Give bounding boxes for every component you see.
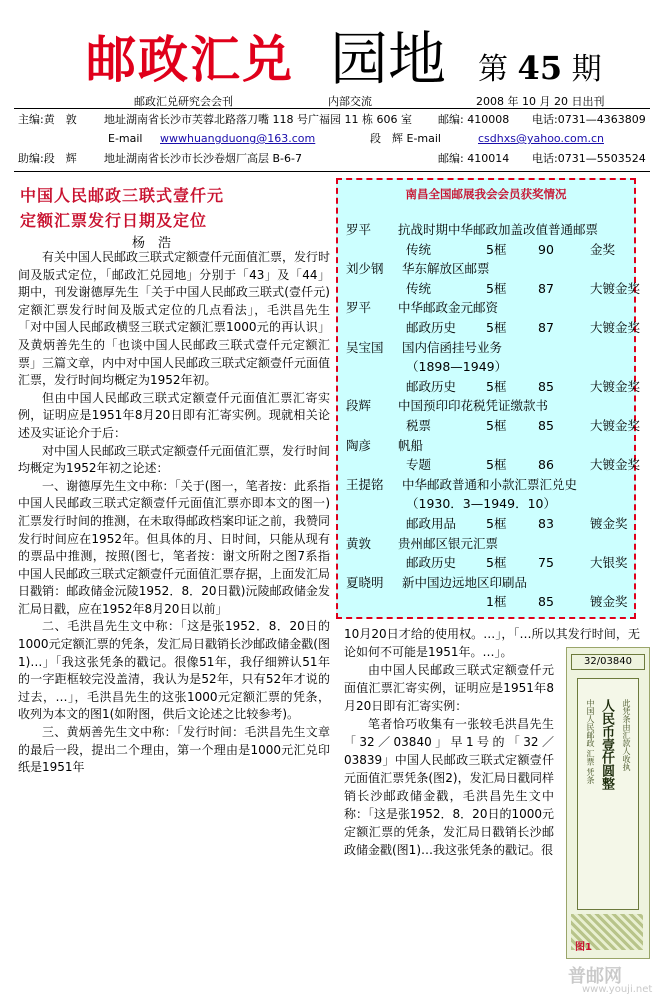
award-cell-c5: 镀金奖 <box>590 594 628 610</box>
divider-contacts <box>14 171 650 172</box>
assist-phone: 电话:0731—5503524 <box>532 152 646 165</box>
award-cell-c1: 罗平 <box>346 300 372 316</box>
second-email-label: 段 辉 E-mail <box>370 132 441 145</box>
award-cell-c2: 中国预印印花税凭证缴款书 <box>398 398 549 414</box>
award-cell-c1: 段辉 <box>346 398 372 414</box>
assist-postcode: 邮编: 410014 <box>438 152 510 165</box>
award-cell-c5: 金奖 <box>590 241 616 257</box>
issue-suffix: 期 <box>571 52 602 87</box>
award-cell-c2: 传统 <box>406 280 432 296</box>
issue-prefix: 第 <box>478 52 508 87</box>
award-cell-c1: 罗平 <box>346 222 372 237</box>
award-cell-c5: 大镀金奖 <box>590 457 641 473</box>
voucher-side-right: 此凭条由汇款人收执 <box>622 699 631 771</box>
award-cell-c5: 大镀金奖 <box>590 418 641 433</box>
award-cell-c4: 85 <box>538 418 554 433</box>
subtitle-left: 邮政汇兑研究会会刊 <box>134 95 233 108</box>
article-author: 杨 浩 <box>132 236 172 251</box>
award-cell-c4: 86 <box>538 457 554 473</box>
award-cell-c2: 传统 <box>406 241 432 257</box>
award-cell-c1: 黄敦 <box>346 535 372 551</box>
award-cell-c3: 5框 <box>486 280 507 296</box>
award-cell-c2: 邮政历史 <box>406 320 457 335</box>
award-cell-c1: 陶彦 <box>346 437 372 453</box>
voucher-serial: 32/03840 <box>571 654 645 670</box>
award-cell-c5: 大镀金奖 <box>590 320 641 335</box>
article-column-1 <box>18 249 330 777</box>
award-cell-c3: 5框 <box>486 378 507 394</box>
award-cell-c3: 1框 <box>486 594 507 610</box>
article-title-line2: 定额汇票发行日期及定位 <box>20 211 208 230</box>
award-cell-c5: 大镀金奖 <box>590 280 641 296</box>
award-cell-c2: （1930．3—1949．10） <box>406 496 556 512</box>
award-cell-c2: 邮政历史 <box>406 555 457 571</box>
issue-num: 45 <box>517 49 563 87</box>
paragraph: 一、谢德厚先生文中称：「关于(图一，笔者按：此系指中国人民邮政三联式定额壹仟元面值汇票亦即本文的图一)汇票发行时间的推测，在未取得邮政档案印证之前，我赞同发行时间应在1952年。但具体的月、日时间，只能从现有的票品中推测，按照(图七，笔者按：谢文所附之图7系指中国人民邮政三联式定额壹仟元面值汇票存据，上面发汇局日戳销：邮政储金沅陵1952．8．20日戳)沅陵邮政储金发汇局日戳，应在1952年8月20日以前」 <box>18 478 331 616</box>
second-email-link[interactable]: csdhxs@yahoo.com.cn <box>478 132 604 145</box>
award-cell-c2: 邮政用品 <box>406 516 457 531</box>
award-cell-c2: 邮政历史 <box>406 378 457 394</box>
award-cell-c4: 75 <box>538 555 554 571</box>
award-cell-c5: 大镀金奖 <box>590 378 641 394</box>
voucher-side-left: 中国人民邮政 汇票 凭条 <box>586 699 595 785</box>
award-cell-c3: 5框 <box>486 457 507 473</box>
paragraph: 有关中国人民邮政三联式定额壹仟元面值汇票，发行时间及版式定位，「邮政汇兑园地」分别于「43」及「44」期中，刊发谢德厚先生「关于中国人民邮政三联式(壹仟元)定额汇票发行时间及版式定位的几点看法」，毛洪昌先生「对中国人民邮政横竖三联式定额汇票1000元的再认识」及黄炳善先生的「也谈中国人民邮政三联式壹仟元定额汇票」三篇文章，内中对中国人民邮政三联式定额壹仟元面值汇票，发行时间均概定为1952年初。 <box>18 250 331 388</box>
chief-email-link[interactable]: wwwhuangduong@163.com <box>160 132 316 145</box>
assist-address: 地址湖南省长沙市长沙卷烟厂高层 B-6-7 <box>104 152 302 165</box>
award-cell-c4: 83 <box>538 516 554 531</box>
masthead-title-red: 邮政汇兑 <box>86 31 294 89</box>
article-title-line1: 中国人民邮政三联式壹仟元 <box>20 186 225 205</box>
award-cell-c1: 王提铭 <box>346 476 384 492</box>
chief-address: 地址湖南省长沙市芙蓉北路落刀嘴 118 号广福园 11 栋 606 室 <box>104 113 412 126</box>
assist-label: 助编:段 辉 <box>18 152 77 165</box>
award-cell-c2: 华东解放区邮票 <box>402 261 490 277</box>
paragraph: 二、毛洪昌先生文中称：「这是张1952．8．20日的1000元定额汇票的凭条，发汇局日戳销长沙邮政储金戳(图1)…」「我这张凭条的戳记。很像51年，我仔细辨认51年的一字距框较完没盖清，我认为是52年，只有52年才说的过去，…」，毛洪昌先生的这张1000元定额汇票的凭条，收列为本文的图1(如附图，供后文论述之比较参考)。 <box>18 619 330 722</box>
award-cell-c2: 新中国边远地区印刷品 <box>402 574 528 590</box>
watermark-logo: 普邮网 <box>568 966 622 987</box>
paragraph: 10月20日才给的使用权。…」，「…所以其发行时间，无论如何不可能是1951年。…」。 <box>344 627 640 659</box>
voucher-body <box>577 678 639 910</box>
watermark-url: www.youji.net <box>582 984 653 995</box>
subtitle-center: 内部交流 <box>328 95 372 108</box>
chief-phone: 电话:0731—4363809 <box>532 113 646 126</box>
award-cell-c2: （1898—1949） <box>406 359 508 375</box>
award-cell-c3: 5框 <box>486 555 507 571</box>
award-cell-c3: 5框 <box>486 516 507 531</box>
awards-box <box>336 178 641 619</box>
award-cell-c2: 国内信函挂号业务 <box>402 339 503 355</box>
award-cell-c5: 镀金奖 <box>590 516 628 531</box>
chief-postcode: 邮编: 410008 <box>438 113 510 126</box>
award-cell-c2: 税票 <box>406 418 432 433</box>
award-cell-c2: 中华邮政金元邮资 <box>398 300 499 316</box>
awards-title: 南昌全国邮展我会会员获奖情况 <box>405 187 567 201</box>
award-cell-c1: 吴宝国 <box>346 339 384 355</box>
award-cell-c4: 87 <box>538 320 554 335</box>
award-cell-c2: 中华邮政普通和小款汇票汇兑史 <box>402 476 578 492</box>
subtitle-date: 2008 年 10 月 20 日出刊 <box>476 95 605 108</box>
voucher-image <box>566 647 650 959</box>
figure-tag: 图1 <box>575 942 592 953</box>
award-cell-c3: 5框 <box>486 418 507 433</box>
award-cell-c3: 5框 <box>486 320 507 335</box>
chief-email-label: E-mail <box>108 132 143 145</box>
paragraph: 笔者恰巧收集有一张较毛洪昌先生「32／03840」早1号的「32／03839」中国人民邮政三联式定额壹仟元面值汇票凭条(图2)，发汇局日戳同样销长沙邮政储金戳，毛洪昌先生文中称：「这是张1952．8．20日的1000元定额汇票的凭条，发汇局日戳销长沙邮政储金戳(图1)…我这张凭条的戳记。很 <box>344 717 554 857</box>
masthead-title-black: 园地 <box>330 25 447 93</box>
divider-top <box>14 108 650 109</box>
paragraph: 对中国人民邮政三联式定额壹仟元面值汇票，发行时间均概定为1952年初之论述： <box>18 443 331 476</box>
paragraph: 三、黄炳善先生文中称：「发行时间：毛洪昌先生文章的最后一段，提出二个理由，第一个理由是1000元汇兑印纸是1951年 <box>18 725 330 775</box>
paragraph: 但由中国人民邮政三联式定额壹仟元面值汇票汇寄实例，证明应是1951年8月20日即有汇寄实例。现就相关论述及实证论介于后： <box>18 390 330 440</box>
award-cell-c1: 夏晓明 <box>346 574 384 590</box>
chief-label: 主编:黄 敦 <box>18 113 77 126</box>
award-cell-c1: 刘少钢 <box>346 261 384 277</box>
award-cell-c4: 90 <box>538 241 554 257</box>
award-cell-c2: 抗战时期中华邮政加盖改值普通邮票 <box>398 222 599 237</box>
voucher-amount: 人民币壹仟圆整 <box>599 699 614 790</box>
paragraph: 由中国人民邮政三联式定额壹仟元面值汇票汇寄实例，证明应是1951年8月20日即有汇寄实例： <box>344 663 554 713</box>
award-cell-c2: 贵州邮区银元汇票 <box>398 535 499 551</box>
award-cell-c5: 大银奖 <box>590 555 628 571</box>
issue-number <box>478 50 602 88</box>
award-cell-c2: 帆船 <box>398 437 424 453</box>
award-cell-c3: 5框 <box>486 241 507 257</box>
award-cell-c4: 87 <box>538 280 554 296</box>
award-cell-c2: 专题 <box>406 457 432 473</box>
award-cell-c4: 85 <box>538 378 554 394</box>
award-cell-c4: 85 <box>538 594 554 610</box>
